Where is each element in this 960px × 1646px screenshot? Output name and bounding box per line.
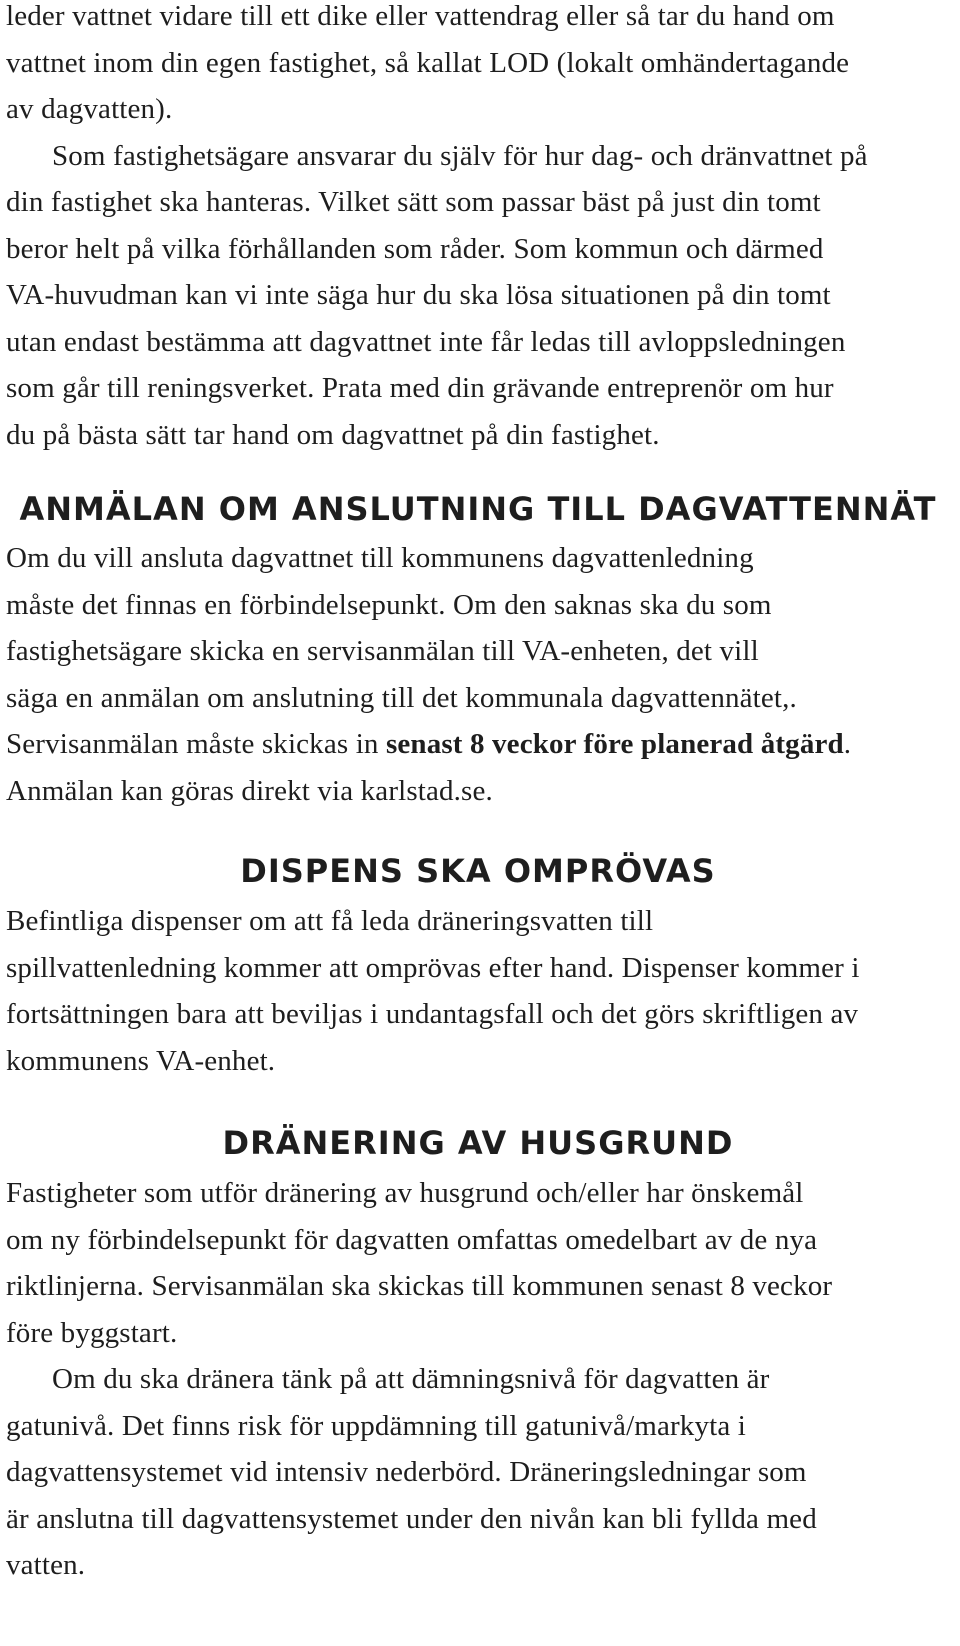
text-line: gatunivå. Det finns risk för uppdämning till gatunivå/markyta i	[6, 1409, 746, 1442]
text-line: fortsättningen bara att beviljas i undantagsfall och det görs skriftligen av	[6, 998, 859, 1030]
text-line: du på bästa sätt tar hand om dagvattnet på din fastighet.	[6, 418, 660, 451]
text-run: Servisanmälan måste skickas in	[6, 728, 386, 760]
text-line: säga en anmälan om anslutning till det kommunala dagvattennätet,.	[6, 681, 797, 714]
section-heading-dranering: DRÄNERING AV HUSGRUND	[222, 1124, 734, 1162]
dranering-paragraph-2	[6, 1356, 950, 1589]
intro-paragraph-1	[6, 0, 950, 133]
text-line: leder vattnet vidare till ett dike eller vattendrag eller så tar du hand om	[6, 0, 835, 32]
section-body-dispens	[6, 898, 950, 1084]
text-line: beror helt på vilka förhållanden som råder. Som kommun och därmed	[6, 232, 824, 265]
text-line: kommunens VA-enhet.	[6, 1044, 276, 1077]
text-line: som går till reningsverket. Prata med din grävande entreprenör om hur	[6, 372, 834, 404]
text-line: av dagvatten).	[6, 93, 173, 125]
emphasized-deadline: senast 8 veckor före planerad åtgärd	[385, 728, 844, 760]
text-line: Om du vill ansluta dagvattnet till kommunens dagvattenledning	[6, 542, 754, 574]
text-line: Anmälan kan göras direkt via karlstad.se.	[6, 774, 493, 807]
text-line: vattnet inom din egen fastighet, så kallat LOD (lokalt omhändertagande	[6, 46, 850, 79]
text-line: vatten.	[6, 1549, 86, 1581]
text-line: dagvattensystemet vid intensiv nederbörd. Dräneringsledningar som	[6, 1456, 807, 1488]
text-line: din fastighet ska hanteras. Vilket sätt som passar bäst på just din tomt	[6, 186, 821, 218]
section-heading-dispens: DISPENS SKA OMPRÖVAS	[240, 852, 716, 890]
text-line: Fastigheter som utför dränering av husgrund och/eller har önskemål	[6, 1177, 804, 1209]
intro-section	[6, 0, 950, 458]
text-line: VA-huvudman kan vi inte säga hur du ska lösa situationen på din tomt	[6, 279, 831, 311]
text-line: före byggstart.	[6, 1316, 178, 1349]
dranering-paragraph-1	[6, 1170, 950, 1356]
section-body-dranering	[6, 1170, 950, 1589]
anmalan-paragraph	[6, 535, 950, 814]
dispens-paragraph	[6, 898, 950, 1084]
text-line: måste det finnas en förbindelsepunkt. Om den saknas ska du som	[6, 588, 772, 621]
text-line: fastighetsägare skicka en servisanmälan till VA-enheten, det vill	[6, 635, 759, 667]
text-line: utan endast bestämma att dagvattnet inte får ledas till avloppsledningen	[6, 325, 846, 358]
section-body-anmalan	[6, 535, 950, 814]
text-line: Om du ska dränera tänk på att dämningsnivå för dagvatten är	[52, 1363, 770, 1395]
section-heading-anmalan: ANMÄLAN OM ANSLUTNING TILL DAGVATTENNÄT	[19, 490, 937, 528]
text-line: spillvattenledning kommer att omprövas efter hand. Dispenser kommer i	[6, 951, 860, 984]
text-line: Som fastighetsägare ansvarar du själv för hur dag- och dränvattnet på	[52, 139, 868, 172]
intro-paragraph-2	[6, 133, 950, 459]
text-line: är anslutna till dagvattensystemet under den nivån kan bli fyllda med	[6, 1502, 817, 1535]
text-line: om ny förbindelsepunkt för dagvatten omfattas omedelbart av de nya	[6, 1223, 818, 1256]
text-line	[6, 721, 950, 768]
text-line: Befintliga dispenser om att få leda dräneringsvatten till	[6, 905, 654, 937]
text-run: .	[843, 728, 852, 760]
text-line: riktlinjerna. Servisanmälan ska skickas till kommunen senast 8 veckor	[6, 1270, 833, 1302]
